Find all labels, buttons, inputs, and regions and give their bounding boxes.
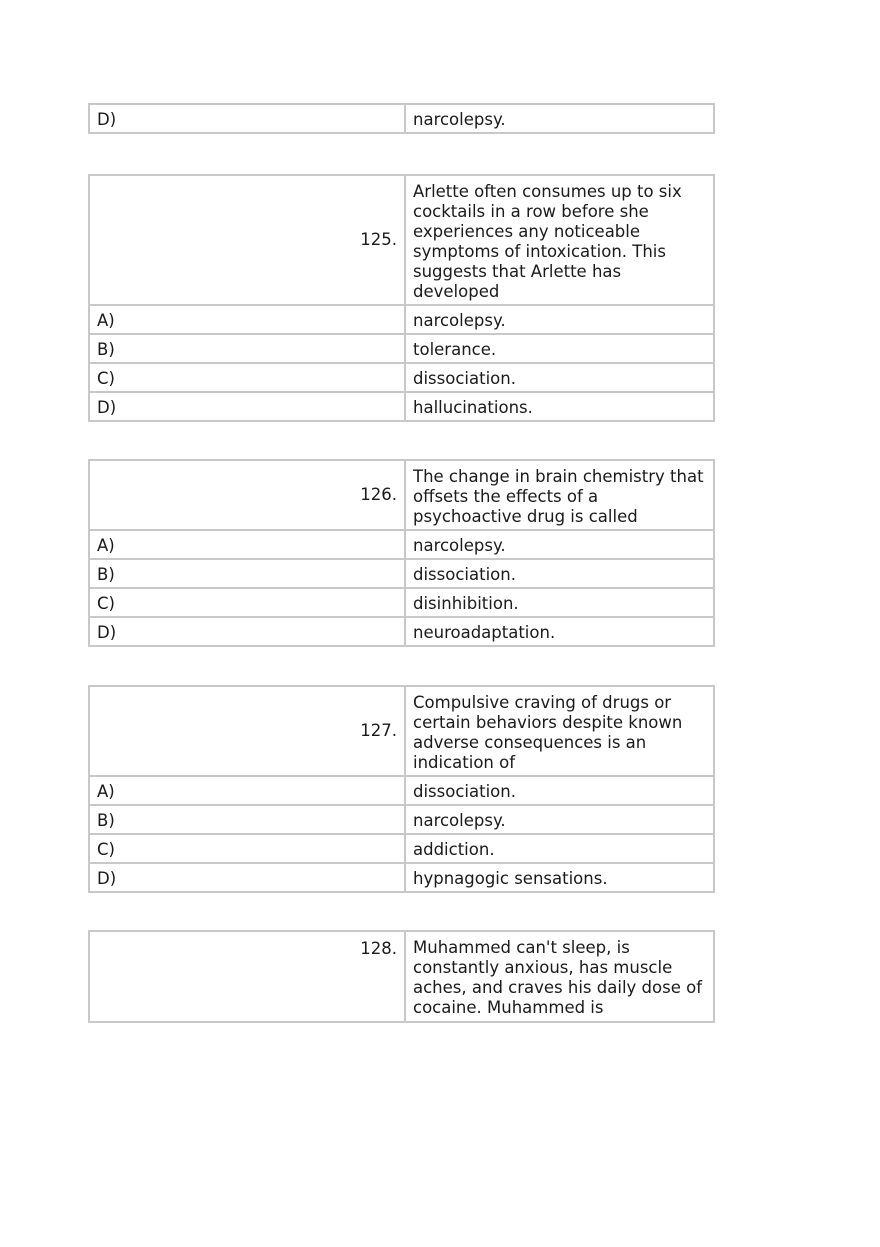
option-text: tolerance. xyxy=(405,334,714,363)
question-table-128 xyxy=(88,930,715,1023)
question-table-125 xyxy=(88,174,715,422)
question-table-127 xyxy=(88,685,715,893)
option-letter: A) xyxy=(89,776,405,805)
option-row xyxy=(89,863,714,892)
question-number: 125. xyxy=(89,175,405,305)
question-stem: Compulsive craving of drugs or certain behaviors despite known adverse consequences is an indication of xyxy=(405,686,714,776)
option-text: narcolepsy. xyxy=(405,104,714,133)
option-letter: C) xyxy=(89,834,405,863)
question-row xyxy=(89,931,714,1022)
option-row xyxy=(89,805,714,834)
option-letter: D) xyxy=(89,392,405,421)
option-letter: A) xyxy=(89,530,405,559)
option-letter: D) xyxy=(89,863,405,892)
question-number: 128. xyxy=(89,931,405,1022)
question-number: 126. xyxy=(89,460,405,530)
option-row xyxy=(89,305,714,334)
option-letter: D) xyxy=(89,617,405,646)
option-text: neuroadaptation. xyxy=(405,617,714,646)
option-text: dissociation. xyxy=(405,363,714,392)
option-text: dissociation. xyxy=(405,776,714,805)
option-row xyxy=(89,530,714,559)
option-text: narcolepsy. xyxy=(405,530,714,559)
question-stem: Muhammed can't sleep, is constantly anxious, has muscle aches, and craves his daily dose of cocaine. Muhammed is xyxy=(405,931,714,1022)
question-stem: Arlette often consumes up to six cocktails in a row before she experiences any noticeable symptoms of intoxication. This suggests that Arlette has developed xyxy=(405,175,714,305)
option-row xyxy=(89,834,714,863)
question-row xyxy=(89,686,714,776)
option-letter: C) xyxy=(89,588,405,617)
option-text: hallucinations. xyxy=(405,392,714,421)
option-text: narcolepsy. xyxy=(405,805,714,834)
option-letter: B) xyxy=(89,559,405,588)
question-stem: The change in brain chemistry that offsets the effects of a psychoactive drug is called xyxy=(405,460,714,530)
option-text: dissociation. xyxy=(405,559,714,588)
option-letter: B) xyxy=(89,805,405,834)
option-row xyxy=(89,588,714,617)
option-text: addiction. xyxy=(405,834,714,863)
option-text: narcolepsy. xyxy=(405,305,714,334)
option-letter: B) xyxy=(89,334,405,363)
option-row xyxy=(89,363,714,392)
question-row xyxy=(89,175,714,305)
option-letter: C) xyxy=(89,363,405,392)
option-text: hypnagogic sensations. xyxy=(405,863,714,892)
option-row xyxy=(89,392,714,421)
question-row xyxy=(89,460,714,530)
option-row xyxy=(89,617,714,646)
question-number: 127. xyxy=(89,686,405,776)
option-row xyxy=(89,559,714,588)
question-fragment-table xyxy=(88,103,715,134)
question-table-126 xyxy=(88,459,715,647)
option-row xyxy=(89,104,714,133)
option-letter: A) xyxy=(89,305,405,334)
option-letter: D) xyxy=(89,104,405,133)
option-row xyxy=(89,334,714,363)
option-row xyxy=(89,776,714,805)
option-text: disinhibition. xyxy=(405,588,714,617)
